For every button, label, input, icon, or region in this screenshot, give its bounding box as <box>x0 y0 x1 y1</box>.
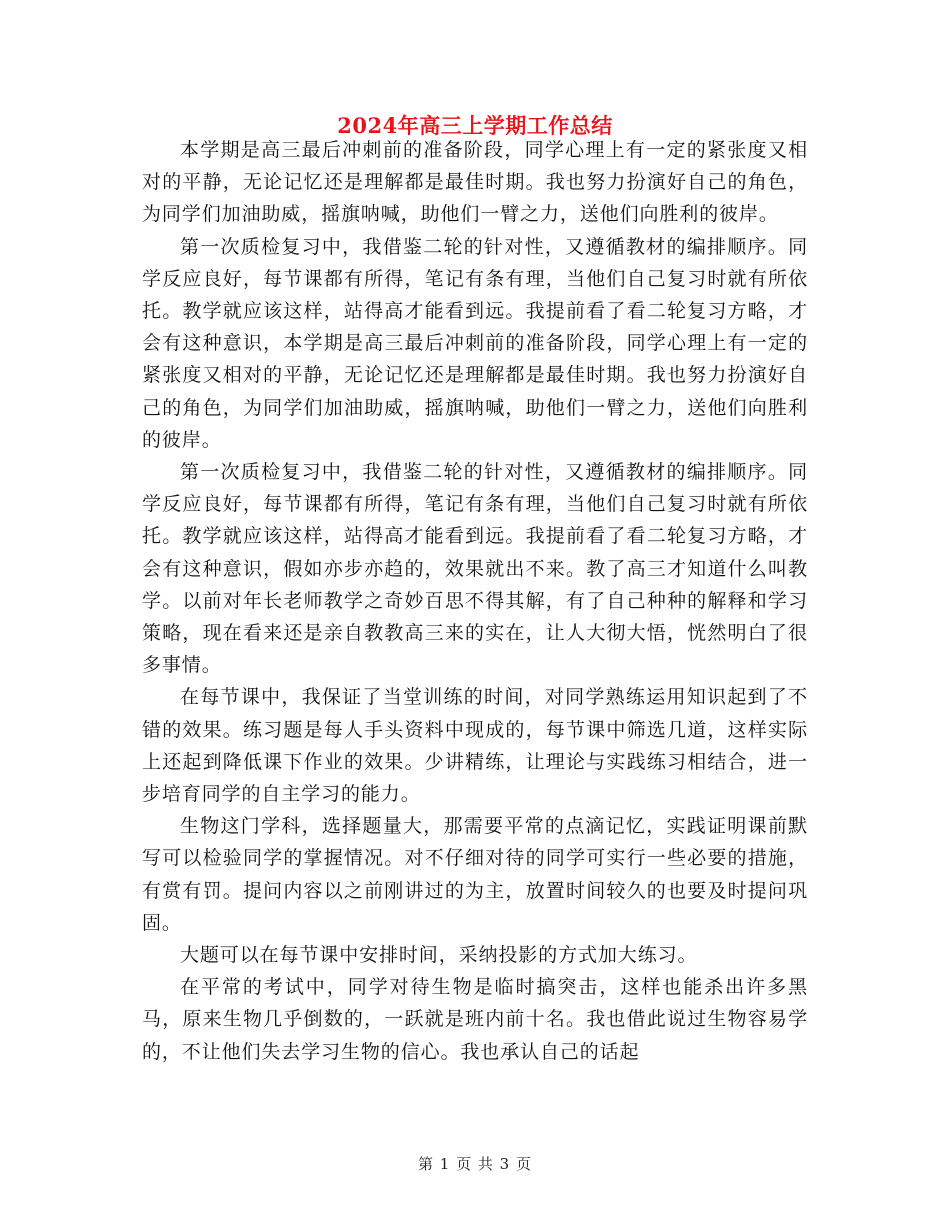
paragraph-1: 本学期是高三最后冲刺前的准备阶段，同学心理上有一定的紧张度又相对的平静，无论记忆还是理解都是最佳时期。我也努力扮演好自己的角色，为同学们加油助威，摇旗呐喊，助他们一臂之力，送他们向胜利的彼岸。 <box>142 139 808 226</box>
paragraph-5: 生物这门学科，选择题量大，那需要平常的点滴记忆，实践证明课前默写可以检验同学的掌握情况。对不仔细对待的同学可实行一些必要的措施，有赏有罚。提问内容以之前刚讲过的为主，放置时间较久的也要及时提问巩固。 <box>142 815 808 934</box>
paragraph-6: 大题可以在每节课中安排时间，采纳投影的方式加大练习。 <box>180 944 698 967</box>
page-number-footer: 第 1 页 共 3 页 <box>418 1155 532 1173</box>
paragraph-2: 第一次质检复习中，我借鉴二轮的针对性，又遵循教材的编排顺序。同学反应良好，每节课都有所得，笔记有条有理，当他们自己复习时就有所依托。教学就应该这样，站得高才能看到远。我提前看了看二轮复习方略，才会有这种意识，本学期是高三最后冲刺前的准备阶段，同学心理上有一定的紧张度又相对的平静，无论记忆还是理解都是最佳时期。我也努力扮演好自己的角色，为同学们加油助威，摇旗呐喊，助他们一臂之力，送他们向胜利的彼岸。 <box>142 235 808 451</box>
document-title: 2024年高三上学期工作总结 <box>337 113 613 138</box>
document-body <box>142 134 808 1068</box>
paragraph-7: 在平常的考试中，同学对待生物是临时搞突击，这样也能杀出许多黑马，原来生物几乎倒数的，一跃就是班内前十名。我也借此说过生物容易学的，不让他们失去学习生物的信心。我也承认自己的话起 <box>142 976 808 1063</box>
paragraph-4: 在每节课中，我保证了当堂训练的时间，对同学熟练运用知识起到了不错的效果。练习题是每人手头资料中现成的，每节课中筛选几道，这样实际上还起到降低课下作业的效果。少讲精练，让理论与实践练习相结合，进一步培育同学的自主学习的能力。 <box>142 686 808 806</box>
paragraph-3: 第一次质检复习中，我借鉴二轮的针对性，又遵循教材的编排顺序。同学反应良好，每节课都有所得，笔记有条有理，当他们自己复习时就有所依托。教学就应该这样，站得高才能看到远。我提前看了看二轮复习方略，才会有这种意识，假如亦步亦趋的，效果就出不来。教了高三才知道什么叫教学。以前对年长老师教学之奇妙百思不得其解，有了自己种种的解释和学习策略，现在看来还是亲自教教高三来的实在，让人大彻大悟，恍然明白了很多事情。 <box>142 461 808 677</box>
